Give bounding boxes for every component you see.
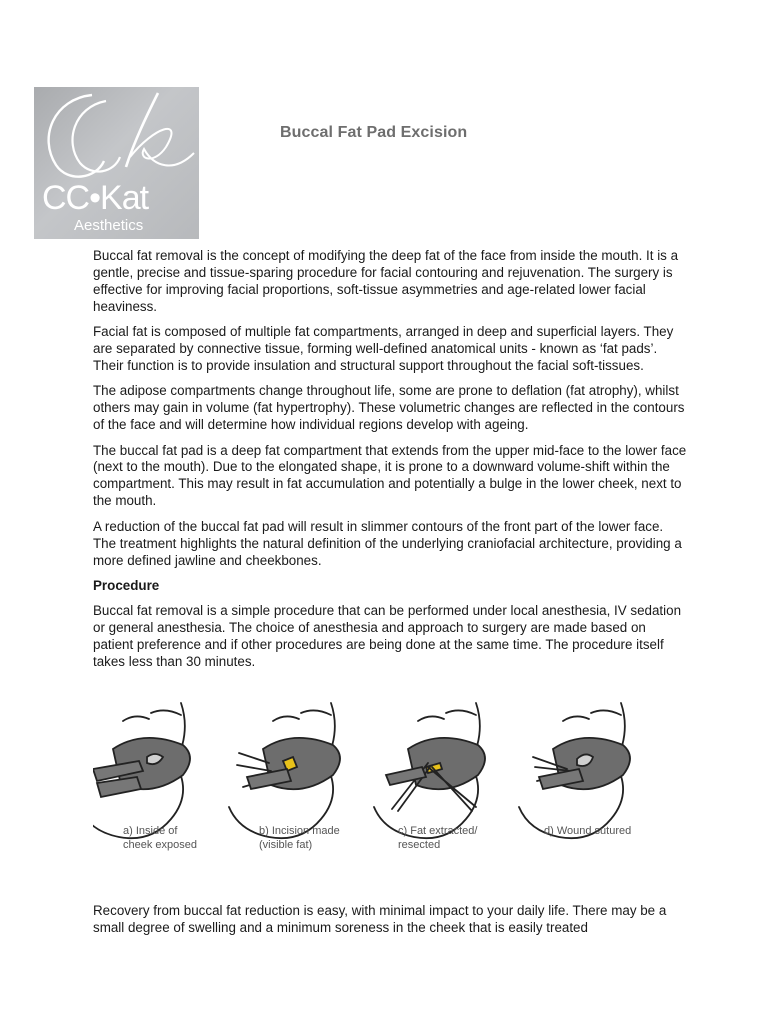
logo-brand: CC•Kat (42, 179, 149, 217)
logo-tagline: Aesthetics (74, 217, 144, 234)
caption-step-c: c) Fat extracted/ (398, 825, 478, 837)
paragraph: Buccal fat removal is the concept of modifying the deep fat of the face from inside the mouth. It is a gentle, precise and tissue-sparing procedure for facial contouring and rejuvenation. The surgery is effective for improving facial proportions, soft-tissue asymmetries and age-related lower facial heaviness. (93, 248, 679, 314)
page-title: Buccal Fat Pad Excision (280, 123, 468, 141)
paragraph: Buccal fat removal is a simple procedure that can be performed under local anesthesia, IV sedation or general anesthesia. The choice of anesthesia and approach to surgery are made based on patient preference and if other procedures are being done at the same time. The procedure itself takes less than 30 minutes. (93, 603, 682, 670)
caption-step-d: d) Wound sutured (544, 825, 632, 837)
step-c-drawing (374, 703, 485, 838)
section-heading-procedure: Procedure (93, 577, 160, 593)
caption-step-a: cheek exposed (123, 839, 197, 851)
caption-step-b: b) Incision made (259, 825, 340, 837)
paragraph-recovery: Recovery from buccal fat reduction is easy, with minimal impact to your daily life. There may be a small degree of swelling and a minimum soreness in the cheek that is easily treated (93, 903, 667, 935)
procedure-illustration (93, 697, 673, 861)
paragraph: A reduction of the buccal fat pad will result in slimmer contours of the front part of the lower face. The treatment highlights the natural definition of the underlying craniofacial architecture, providing a more defined jawline and cheekbones. (93, 518, 682, 568)
company-logo (34, 87, 199, 239)
paragraph: The buccal fat pad is a deep fat compartment that extends from the upper mid-face to the lower face (next to the mouth). Due to the elongated shape, it is prone to a downward volume-shift within the compartment. This may result in fat accumulation and potentially a bulge in the lower cheek, next to the mouth. (93, 442, 687, 509)
paragraph: Facial fat is composed of multiple fat compartments, arranged in deep and superficial layers. They are separated by connective tissue, forming well-defined anatomical units - known as ‘fat pads’. Their function is to provide insulation and structural support throughout the facial soft-tissues. (93, 324, 674, 373)
caption-step-a: a) Inside of (123, 825, 178, 837)
step-d-drawing (519, 703, 630, 838)
paragraph: The adipose compartments change throughout life, some are prone to deflation (fat atrophy), whilst others may gain in volume (fat hypertrophy). These volumetric changes are reflected in the contours of the face and will determine how individual regions develop with ageing. (93, 383, 685, 433)
step-b-drawing (229, 703, 340, 838)
caption-step-c: resected (398, 839, 441, 851)
document-body (93, 248, 689, 679)
step-a-drawing (93, 703, 190, 838)
caption-step-b: (visible fat) (259, 839, 313, 851)
